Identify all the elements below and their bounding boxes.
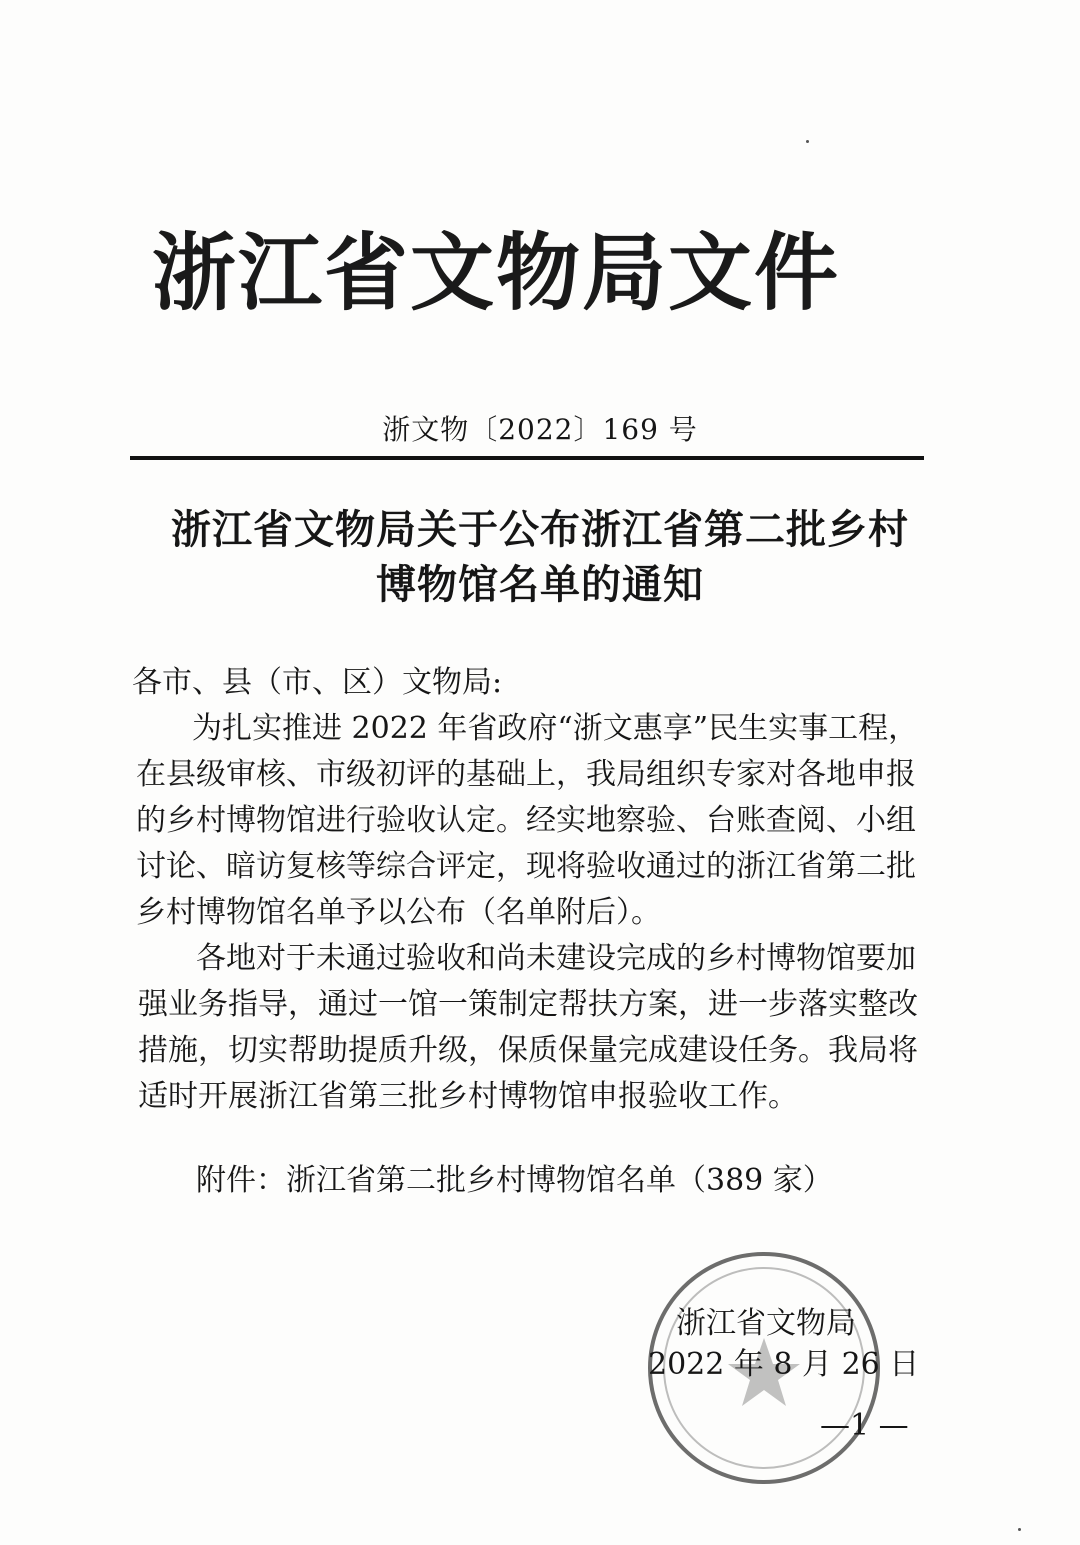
scan-speck <box>1018 1528 1021 1531</box>
document-header-title: 浙江省文物局文件 <box>152 224 841 322</box>
paragraph-1-line-2: 在县级审核、市级初评的基础上，我局组织专家对各地申报 <box>136 757 916 792</box>
header-divider <box>130 456 924 460</box>
paragraph-1-line-1: 为扎实推进 2022 年省政府“浙文惠享”民生实事工程， <box>192 711 919 746</box>
paragraph-1-line-3: 的乡村博物馆进行验收认定。经实地察验、台账查阅、小组 <box>136 803 916 838</box>
paragraph-2-line-2: 强业务指导，通过一馆一策制定帮扶方案，进一步落实整改 <box>138 987 918 1022</box>
paragraph-1-line-5: 乡村博物馆名单予以公布（名单附后）。 <box>136 895 661 930</box>
page-number: —1 — <box>820 1408 909 1443</box>
salutation: 各市、县（市、区）文物局: <box>132 665 503 700</box>
scan-speck <box>806 140 809 143</box>
document-number: 浙文物〔2022〕169 号 <box>382 413 698 446</box>
notice-title-line-1: 浙江省文物局关于公布浙江省第二批乡村 <box>171 507 909 553</box>
paragraph-2-line-3: 措施，切实帮助提质升级，保质保量完成建设任务。我局将 <box>138 1033 918 1068</box>
signature-issuer: 浙江省文物局 <box>676 1306 856 1341</box>
paragraph-1-line-4: 讨论、暗访复核等综合评定，现将验收通过的浙江省第二批 <box>136 849 916 884</box>
paragraph-2-line-4: 适时开展浙江省第三批乡村博物馆申报验收工作。 <box>138 1079 798 1114</box>
notice-title-line-2: 博物馆名单的通知 <box>376 562 704 608</box>
attachment-note: 附件：浙江省第二批乡村博物馆名单（389 家） <box>196 1163 833 1198</box>
paragraph-2-line-1: 各地对于未通过验收和尚未建设完成的乡村博物馆要加 <box>196 941 916 976</box>
signature-date: 2022 年 8 月 26 日 <box>648 1347 920 1382</box>
